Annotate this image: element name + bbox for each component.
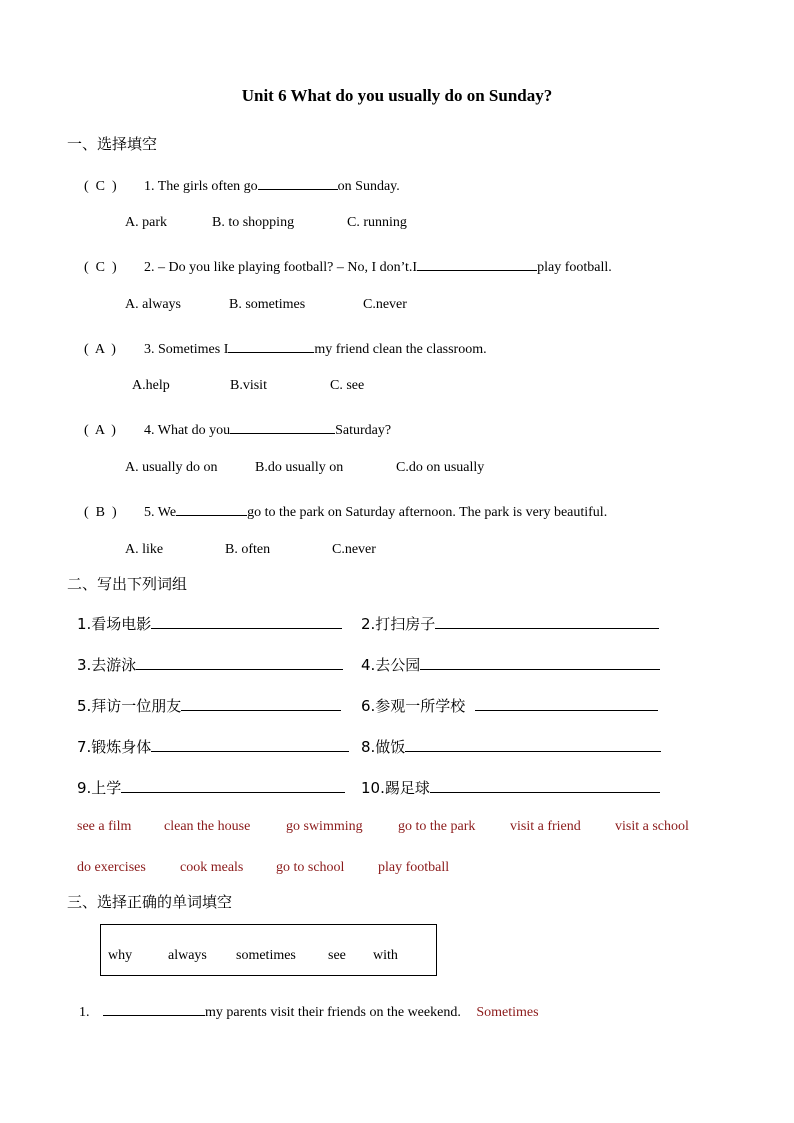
phrase-item-2 [361, 613, 659, 634]
phrase-label: 7.锻炼身体 [77, 738, 152, 756]
option-a: A. usually do on [125, 460, 218, 475]
answer-phrase: visit a school [615, 819, 689, 834]
answer-paren: ( C ) [84, 179, 117, 194]
question-number: 1. [79, 1005, 90, 1020]
answer-phrase: cook meals [180, 860, 244, 875]
word-bank-item: see [328, 948, 346, 963]
answer-phrase: go to school [276, 860, 345, 875]
answer-blank[interactable] [417, 256, 537, 271]
option-b: B.visit [230, 378, 267, 393]
answer-blank[interactable] [176, 501, 247, 516]
phrase-label: 8.做饭 [361, 738, 406, 756]
phrase-item-3 [77, 654, 343, 675]
phrase-label: 2.打扫房子 [361, 615, 436, 633]
answer-phrase: clean the house [164, 819, 251, 834]
question-text: 1. The girls often go [144, 179, 258, 194]
word-bank-item: with [373, 948, 398, 963]
question-1 [84, 175, 400, 195]
answer-letter: C [95, 260, 106, 275]
answer-blank[interactable] [420, 655, 660, 670]
answer-letter: C [95, 179, 106, 194]
option-c: C. see [330, 378, 365, 393]
question-4 [84, 419, 391, 439]
answer-letter: A [94, 342, 105, 357]
question-5 [84, 501, 607, 521]
option-b: B. to shopping [212, 215, 295, 230]
answer-paren: ( A ) [84, 423, 116, 438]
phrase-item-5 [77, 695, 341, 716]
answer-blank[interactable] [136, 655, 343, 670]
answer-phrase: do exercises [77, 860, 146, 875]
answer-blank[interactable] [258, 175, 338, 190]
answer-blank[interactable] [181, 696, 341, 711]
answer-blank[interactable] [475, 696, 658, 711]
phrase-label: 3.去游泳 [77, 656, 137, 674]
word-bank-item: always [168, 948, 207, 963]
word-bank-item: sometimes [236, 948, 296, 963]
answer-blank[interactable] [121, 778, 345, 793]
answer-blank[interactable] [435, 614, 659, 629]
answer-paren: ( B ) [84, 505, 117, 520]
answer-letter: B [95, 505, 106, 520]
question-text: 2. – Do you like playing football? – No, I don’t.I [144, 260, 418, 275]
answer-blank[interactable] [228, 338, 314, 353]
question-text-end: Saturday? [335, 423, 392, 438]
answer-blank[interactable] [230, 419, 335, 434]
answer-blank[interactable] [151, 737, 349, 752]
question-text: 5. We [144, 505, 177, 520]
answer-paren: ( A ) [84, 342, 116, 357]
option-b: B. often [225, 542, 271, 557]
answer-phrase: go swimming [286, 819, 363, 834]
answer-phrase: go to the park [398, 819, 476, 834]
phrase-item-7 [77, 736, 349, 757]
question-text-end: my friend clean the classroom. [314, 342, 487, 357]
phrase-item-4 [361, 654, 660, 675]
question-text-end: play football. [537, 260, 612, 275]
word-bank-box [100, 924, 437, 976]
option-c: C. running [347, 215, 407, 230]
phrase-item-9 [77, 777, 345, 798]
question-3 [84, 338, 487, 358]
answer-word: Sometimes [476, 1005, 539, 1020]
answer-phrase: see a film [77, 819, 132, 834]
word-bank-item: why [108, 948, 133, 963]
phrase-item-10 [361, 777, 660, 798]
phrase-item-8 [361, 736, 661, 757]
option-a: A. like [125, 542, 164, 557]
question-2 [84, 256, 612, 276]
option-a: A. always [125, 297, 181, 312]
option-c: C.never [363, 297, 407, 312]
answer-blank[interactable] [405, 737, 661, 752]
question-text-end: on Sunday. [337, 179, 400, 194]
answer-phrase: visit a friend [510, 819, 581, 834]
section-heading-2: 二、写出下列词组 [67, 575, 188, 593]
answer-blank[interactable] [103, 1001, 205, 1016]
option-b: B.do usually on [255, 460, 344, 475]
option-b: B. sometimes [229, 297, 306, 312]
phrase-label: 4.去公园 [361, 656, 421, 674]
fill-question-1 [79, 1001, 539, 1021]
answer-blank[interactable] [430, 778, 660, 793]
phrase-label: 10.踢足球 [361, 779, 430, 797]
question-text: my parents visit their friends on the weekend. [205, 1005, 461, 1020]
answer-letter: A [94, 423, 105, 438]
option-c: C.do on usually [396, 460, 485, 475]
question-text: 4. What do you [144, 423, 231, 438]
phrase-label: 5.拜访一位朋友 [77, 697, 182, 715]
page-title: Unit 6 What do you usually do on Sunday? [241, 86, 553, 105]
question-text: 3. Sometimes I [144, 342, 229, 357]
answer-blank[interactable] [151, 614, 342, 629]
answer-phrase: play football [378, 860, 450, 875]
phrase-item-6 [361, 695, 658, 716]
answer-paren: ( C ) [84, 260, 117, 275]
phrase-item-1 [77, 613, 342, 634]
option-c: C.never [332, 542, 376, 557]
phrase-label: 6.参观一所学校 [361, 697, 466, 715]
phrase-label: 1.看场电影 [77, 615, 152, 633]
section-heading-1: 一、选择填空 [67, 135, 158, 153]
option-a: A. park [125, 215, 167, 230]
question-text-end: go to the park on Saturday afternoon. The park is very beautiful. [247, 505, 608, 520]
option-a: A.help [132, 378, 170, 393]
section-heading-3: 三、选择正确的单词填空 [67, 893, 233, 911]
phrase-label: 9.上学 [77, 779, 122, 797]
